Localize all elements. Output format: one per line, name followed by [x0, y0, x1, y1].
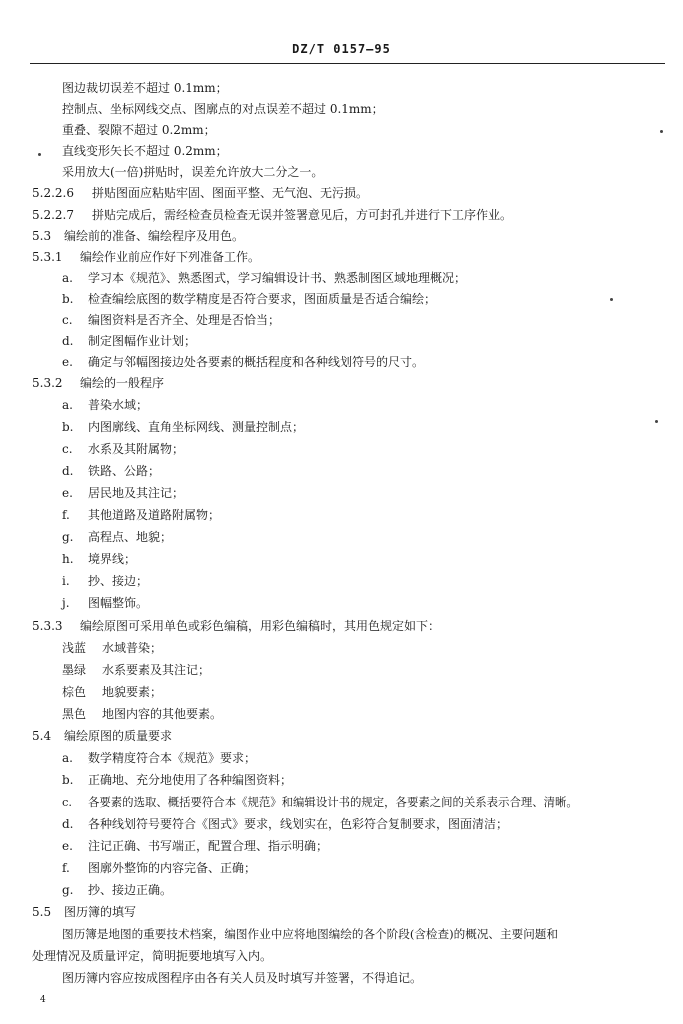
list-item: [62, 463, 160, 479]
item-label: f.: [62, 861, 70, 875]
scan-speck: [38, 153, 41, 156]
item-label: a.: [62, 398, 73, 412]
intro-line: 直线变形矢长不超过 0.2mm；: [62, 144, 228, 158]
item-text: 境界线；: [88, 552, 137, 566]
scan-speck: [660, 130, 663, 133]
color-rule: [62, 684, 162, 700]
item-label: b.: [62, 420, 74, 434]
item-text: 其他道路及道路附属物；: [88, 508, 221, 522]
clause-5-2-2-6: [32, 185, 368, 201]
item-label: j.: [62, 596, 70, 610]
item-label: a.: [62, 271, 73, 285]
item-text: 水系及其附属物；: [88, 442, 185, 456]
section-title: 编绘原图可采用单色或彩色编稿，用彩色编稿时，其用色规定如下：: [80, 619, 441, 633]
color-name: 墨绿: [62, 663, 87, 677]
item-text: 制定图幅作业计划；: [88, 334, 197, 348]
color-name: 棕色: [62, 685, 87, 699]
intro-line: 控制点、坐标网线交点、图廓点的对点误差不超过 0.1mm；: [62, 102, 384, 116]
list-item: [62, 312, 280, 328]
scan-speck: [610, 298, 613, 301]
intro-line: 采用放大(一倍)拼贴时，误差允许放大二分之一。: [62, 165, 324, 179]
clause-5-2-2-7: [32, 207, 512, 223]
section-number: 5.4: [32, 729, 52, 743]
list-item: [62, 291, 436, 307]
list-item: [62, 551, 136, 567]
section-5-3-1: [32, 249, 260, 265]
item-label: g.: [62, 883, 74, 897]
item-label: i.: [62, 574, 70, 588]
color-name: 浅蓝: [62, 641, 87, 655]
section-title: 编绘作业前应作好下列准备工作。: [80, 250, 261, 264]
section-5-3-3: [32, 618, 440, 634]
scan-speck: [655, 420, 658, 423]
paragraph-line: 图历簿内容应按成图程序由各有关人员及时填写并签署，不得追记。: [62, 971, 423, 985]
clause-text: 拼贴完成后，需经检查员检查无误并签署意见后，方可封孔并进行下工序作业。: [92, 208, 513, 222]
list-item: [62, 595, 148, 611]
list-item: [62, 354, 424, 370]
item-text: 注记正确、书写端正，配置合理、指示明确；: [88, 839, 329, 853]
clause-number: 5.2.2.6: [32, 186, 74, 200]
list-item: [62, 419, 304, 435]
section-5-3-2: [32, 375, 164, 391]
page-header: DZ/T 0157—95: [292, 42, 391, 56]
item-text: 检查编绘底图的数学精度是否符合要求，图面质量是否适合编绘；: [88, 292, 437, 306]
item-label: g.: [62, 530, 74, 544]
list-item: [62, 270, 466, 286]
item-text: 居民地及其注记；: [88, 486, 185, 500]
item-text: 确定与邻幅图接边处各要素的概括程度和各种线划符号的尺寸。: [88, 355, 425, 369]
list-item: [62, 397, 148, 413]
paragraph-line: 图历簿是地图的重要技术档案，编图作业中应将地图编绘的各个阶段(含检查)的概况、主要问题和: [62, 927, 558, 941]
section-number: 5.5: [32, 905, 52, 919]
section-5-4: [32, 728, 172, 744]
item-text: 抄、接边；: [88, 574, 149, 588]
item-text: 数学精度符合本《规范》要求；: [88, 751, 257, 765]
section-title: 编绘原图的质量要求: [64, 729, 173, 743]
item-label: e.: [62, 486, 73, 500]
clause-number: 5.2.2.7: [32, 208, 74, 222]
section-number: 5.3: [32, 229, 52, 243]
item-label: e.: [62, 355, 73, 369]
section-5-3: [32, 228, 244, 244]
color-usage: 水域普染；: [102, 641, 163, 655]
color-rule: [62, 706, 222, 722]
list-item: [62, 485, 184, 501]
list-item: [62, 882, 172, 898]
list-item: [62, 750, 256, 766]
section-number: 5.3.1: [32, 250, 63, 264]
page-number: 4: [40, 995, 46, 1005]
intro-line: 图边裁切误差不超过 0.1mm；: [62, 81, 228, 95]
item-text: 抄、接边正确。: [88, 883, 173, 897]
section-5-5: [32, 904, 136, 920]
section-number: 5.3.2: [32, 376, 63, 390]
section-number: 5.3.3: [32, 619, 63, 633]
item-text: 高程点、地貌；: [88, 530, 173, 544]
list-item: [62, 507, 220, 523]
list-item: [62, 794, 578, 810]
item-text: 内图廓线、直角坐标网线、测量控制点；: [88, 420, 305, 434]
item-label: d.: [62, 817, 74, 831]
list-item: [62, 529, 172, 545]
item-text: 图幅整饰。: [88, 596, 149, 610]
list-item: [62, 573, 148, 589]
item-label: b.: [62, 292, 74, 306]
color-rule: [62, 640, 162, 656]
item-text: 各要素的选取、概括要符合本《规范》和编辑设计书的规定，各要素之间的关系表示合理、清晰。: [88, 795, 578, 809]
section-title: 编绘的一般程序: [80, 376, 165, 390]
item-label: f.: [62, 508, 70, 522]
list-item: [62, 772, 292, 788]
item-text: 编图资料是否齐全、处理是否恰当；: [88, 313, 281, 327]
item-text: 学习本《规范》、熟悉图式，学习编辑设计书、熟悉制图区域地理概况；: [88, 271, 467, 285]
item-label: h.: [62, 552, 74, 566]
section-title: 编绘前的准备、编绘程序及用色。: [64, 229, 245, 243]
item-label: b.: [62, 773, 74, 787]
color-usage: 水系要素及其注记；: [102, 663, 211, 677]
intro-line: 重叠、裂隙不超过 0.2mm；: [62, 123, 216, 137]
color-rule: [62, 662, 210, 678]
item-label: c.: [62, 313, 73, 327]
list-item: [62, 441, 184, 457]
item-label: c.: [62, 442, 73, 456]
header-rule: [30, 63, 665, 64]
color-usage: 地貌要素；: [102, 685, 163, 699]
list-item: [62, 860, 256, 876]
item-label: d.: [62, 334, 74, 348]
list-item: [62, 816, 508, 832]
item-label: a.: [62, 751, 73, 765]
item-text: 图廓外整饰的内容完备、正确；: [88, 861, 257, 875]
item-label: c.: [62, 795, 73, 809]
item-label: e.: [62, 839, 73, 853]
color-usage: 地图内容的其他要素。: [102, 707, 223, 721]
item-text: 普染水域；: [88, 398, 149, 412]
list-item: [62, 838, 328, 854]
item-text: 铁路、公路；: [88, 464, 161, 478]
clause-text: 拼贴图面应粘贴牢固、图面平整、无气泡、无污损。: [92, 186, 369, 200]
item-text: 各种线划符号要符合《图式》要求，线划实在，色彩符合复制要求，图面清洁；: [88, 817, 509, 831]
list-item: [62, 333, 196, 349]
color-name: 黑色: [62, 707, 87, 721]
item-label: d.: [62, 464, 74, 478]
item-text: 正确地、充分地使用了各种编图资料；: [88, 773, 293, 787]
section-title: 图历簿的填写: [64, 905, 137, 919]
paragraph-line: 处理情况及质量评定，简明扼要地填写入内。: [32, 949, 273, 963]
